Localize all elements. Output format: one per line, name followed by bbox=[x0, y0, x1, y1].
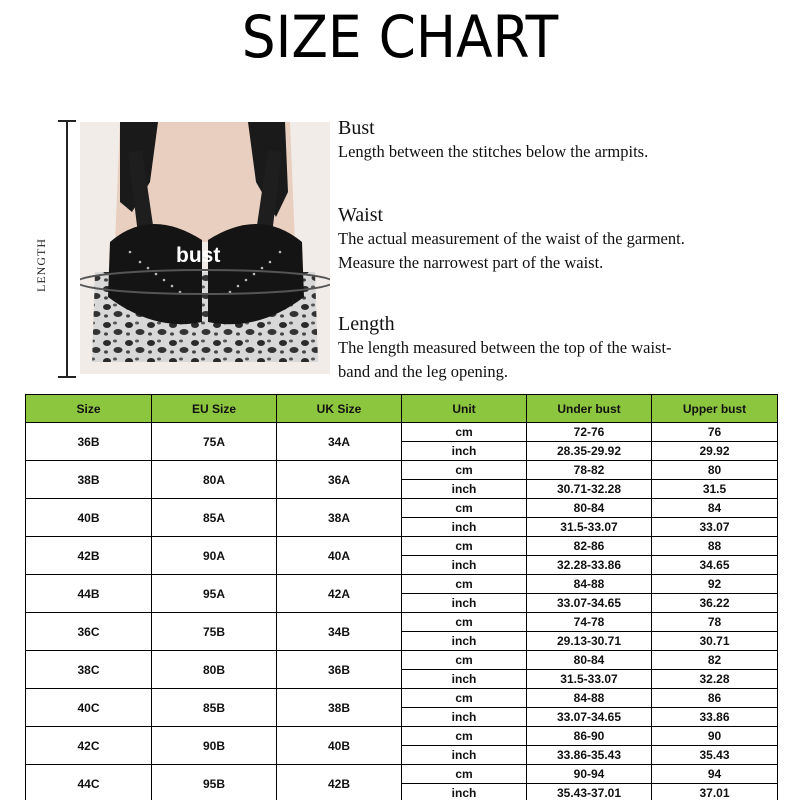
unit-cell: inch bbox=[402, 784, 527, 800]
upper-bust-cell: 86 bbox=[652, 689, 778, 708]
eu-size-cell: 95B bbox=[152, 765, 277, 800]
waist-heading: Waist bbox=[338, 204, 384, 226]
under-bust-cell: 82-86 bbox=[527, 537, 652, 556]
under-bust-cell: 33.07-34.65 bbox=[527, 594, 652, 613]
upper-bust-cell: 82 bbox=[652, 651, 778, 670]
unit-cell: cm bbox=[402, 689, 527, 708]
size-cell: 42C bbox=[26, 727, 152, 765]
unit-cell: inch bbox=[402, 594, 527, 613]
size-cell: 42B bbox=[26, 537, 152, 575]
upper-bust-cell: 37.01 bbox=[652, 784, 778, 800]
under-bust-cell: 28.35-29.92 bbox=[527, 442, 652, 461]
upper-bust-cell: 88 bbox=[652, 537, 778, 556]
uk-size-cell: 38A bbox=[277, 499, 402, 537]
upper-bust-cell: 92 bbox=[652, 575, 778, 594]
uk-size-cell: 40A bbox=[277, 537, 402, 575]
table-row bbox=[26, 537, 778, 556]
table-row bbox=[26, 575, 778, 594]
under-bust-cell: 90-94 bbox=[527, 765, 652, 784]
unit-cell: cm bbox=[402, 727, 527, 746]
under-bust-cell: 84-88 bbox=[527, 689, 652, 708]
length-axis-label: LENGTH bbox=[34, 238, 48, 292]
uk-size-cell: 36B bbox=[277, 651, 402, 689]
upper-bust-cell: 31.5 bbox=[652, 480, 778, 499]
bust-description bbox=[338, 116, 788, 164]
unit-cell: cm bbox=[402, 651, 527, 670]
eu-size-cell: 75B bbox=[152, 613, 277, 651]
under-bust-cell: 78-82 bbox=[527, 461, 652, 480]
header-size: Size bbox=[26, 395, 152, 423]
waist-text-2: Measure the narrowest part of the waist. bbox=[338, 253, 604, 272]
table-row bbox=[26, 613, 778, 632]
header-unit: Unit bbox=[402, 395, 527, 423]
uk-size-cell: 42B bbox=[277, 765, 402, 800]
table-row bbox=[26, 651, 778, 670]
unit-cell: inch bbox=[402, 518, 527, 537]
upper-bust-cell: 84 bbox=[652, 499, 778, 518]
size-cell: 38C bbox=[26, 651, 152, 689]
size-cell: 44B bbox=[26, 575, 152, 613]
length-text-2: band and the leg opening. bbox=[338, 362, 508, 381]
upper-bust-cell: 33.86 bbox=[652, 708, 778, 727]
unit-cell: inch bbox=[402, 442, 527, 461]
under-bust-cell: 84-88 bbox=[527, 575, 652, 594]
header-uk-size: UK Size bbox=[277, 395, 402, 423]
waist-description bbox=[338, 203, 788, 275]
table-row bbox=[26, 461, 778, 480]
under-bust-cell: 29.13-30.71 bbox=[527, 632, 652, 651]
unit-cell: cm bbox=[402, 537, 527, 556]
unit-cell: inch bbox=[402, 632, 527, 651]
header-under-bust: Under bust bbox=[527, 395, 652, 423]
upper-bust-cell: 33.07 bbox=[652, 518, 778, 537]
eu-size-cell: 95A bbox=[152, 575, 277, 613]
length-measure-line bbox=[66, 120, 68, 378]
unit-cell: inch bbox=[402, 670, 527, 689]
length-top-tick bbox=[58, 120, 76, 122]
table-row bbox=[26, 765, 778, 784]
unit-cell: inch bbox=[402, 556, 527, 575]
table-header-row bbox=[26, 395, 778, 423]
eu-size-cell: 80A bbox=[152, 461, 277, 499]
table-row bbox=[26, 689, 778, 708]
size-cell: 44C bbox=[26, 765, 152, 800]
table-row bbox=[26, 727, 778, 746]
bust-label: bust bbox=[176, 244, 221, 267]
size-cell: 36C bbox=[26, 613, 152, 651]
unit-cell: cm bbox=[402, 423, 527, 442]
waist-text-1: The actual measurement of the waist of the garment. bbox=[338, 229, 685, 248]
eu-size-cell: 75A bbox=[152, 423, 277, 461]
unit-cell: cm bbox=[402, 499, 527, 518]
eu-size-cell: 90A bbox=[152, 537, 277, 575]
under-bust-cell: 35.43-37.01 bbox=[527, 784, 652, 800]
size-cell: 36B bbox=[26, 423, 152, 461]
upper-bust-cell: 76 bbox=[652, 423, 778, 442]
table-row bbox=[26, 423, 778, 442]
header-upper-bust: Upper bust bbox=[652, 395, 778, 423]
bra-photo-icon bbox=[80, 122, 330, 374]
upper-bust-cell: 80 bbox=[652, 461, 778, 480]
length-heading: Length bbox=[338, 313, 395, 335]
upper-bust-cell: 78 bbox=[652, 613, 778, 632]
length-bottom-tick bbox=[58, 376, 76, 378]
bust-text: Length between the stitches below the armpits. bbox=[338, 142, 649, 161]
under-bust-cell: 74-78 bbox=[527, 613, 652, 632]
length-text-1: The length measured between the top of the waist- bbox=[338, 338, 672, 357]
upper-bust-cell: 35.43 bbox=[652, 746, 778, 765]
under-bust-cell: 33.07-34.65 bbox=[527, 708, 652, 727]
uk-size-cell: 34A bbox=[277, 423, 402, 461]
under-bust-cell: 31.5-33.07 bbox=[527, 518, 652, 537]
length-description bbox=[338, 312, 788, 384]
eu-size-cell: 80B bbox=[152, 651, 277, 689]
size-cell: 40B bbox=[26, 499, 152, 537]
under-bust-cell: 33.86-35.43 bbox=[527, 746, 652, 765]
unit-cell: cm bbox=[402, 765, 527, 784]
uk-size-cell: 34B bbox=[277, 613, 402, 651]
unit-cell: cm bbox=[402, 575, 527, 594]
eu-size-cell: 90B bbox=[152, 727, 277, 765]
under-bust-cell: 86-90 bbox=[527, 727, 652, 746]
under-bust-cell: 32.28-33.86 bbox=[527, 556, 652, 575]
eu-size-cell: 85A bbox=[152, 499, 277, 537]
upper-bust-cell: 32.28 bbox=[652, 670, 778, 689]
under-bust-cell: 80-84 bbox=[527, 651, 652, 670]
uk-size-cell: 42A bbox=[277, 575, 402, 613]
upper-bust-cell: 94 bbox=[652, 765, 778, 784]
page-title: SIZE CHART bbox=[241, 3, 559, 71]
unit-cell: inch bbox=[402, 708, 527, 727]
unit-cell: inch bbox=[402, 480, 527, 499]
upper-bust-cell: 29.92 bbox=[652, 442, 778, 461]
under-bust-cell: 31.5-33.07 bbox=[527, 670, 652, 689]
unit-cell: cm bbox=[402, 461, 527, 480]
upper-bust-cell: 36.22 bbox=[652, 594, 778, 613]
size-table-container bbox=[25, 394, 777, 800]
size-table bbox=[25, 394, 778, 800]
header-eu-size: EU Size bbox=[152, 395, 277, 423]
unit-cell: inch bbox=[402, 746, 527, 765]
upper-bust-cell: 30.71 bbox=[652, 632, 778, 651]
unit-cell: cm bbox=[402, 613, 527, 632]
size-cell: 40C bbox=[26, 689, 152, 727]
under-bust-cell: 72-76 bbox=[527, 423, 652, 442]
uk-size-cell: 40B bbox=[277, 727, 402, 765]
under-bust-cell: 30.71-32.28 bbox=[527, 480, 652, 499]
uk-size-cell: 38B bbox=[277, 689, 402, 727]
uk-size-cell: 36A bbox=[277, 461, 402, 499]
upper-bust-cell: 34.65 bbox=[652, 556, 778, 575]
eu-size-cell: 85B bbox=[152, 689, 277, 727]
bust-heading: Bust bbox=[338, 117, 375, 139]
upper-bust-cell: 90 bbox=[652, 727, 778, 746]
size-cell: 38B bbox=[26, 461, 152, 499]
table-row bbox=[26, 499, 778, 518]
under-bust-cell: 80-84 bbox=[527, 499, 652, 518]
